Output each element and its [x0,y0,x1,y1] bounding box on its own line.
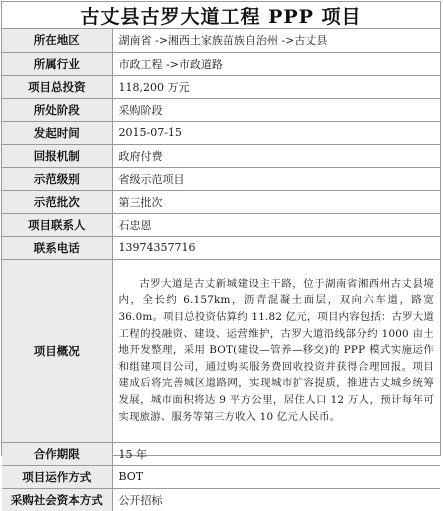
table-row [2,465,440,488]
table-row [2,52,440,75]
operation-mode-value: BOT [112,465,440,488]
region-value: 湖南省 ->湘西土家族苗族自治州 ->古丈县 [112,29,440,52]
launch-date-label: 发起时间 [2,121,112,144]
demo-batch-value: 第三批次 [112,190,440,213]
return-mechanism-label: 回报机制 [2,144,112,167]
project-info-table [2,29,440,511]
total-investment-value: 118,200 万元 [112,75,440,98]
contact-person-label: 项目联系人 [2,213,112,236]
stage-label: 所处阶段 [2,98,112,121]
region-label: 所在地区 [2,29,112,52]
overview-label: 项目概况 [2,259,112,442]
table-row [2,259,440,442]
table-row [2,442,440,465]
industry-label: 所属行业 [2,52,112,75]
table-row [2,29,440,52]
demo-level-value: 省级示范项目 [112,167,440,190]
table-row [2,213,440,236]
table-row [2,121,440,144]
cooperation-term-value: 15 年 [112,442,440,465]
table-row [2,75,440,98]
total-investment-label: 项目总投资 [2,75,112,98]
overview-value: 古罗大道是古丈新城建设主干路，位于湖南省湘西州古丈县境内，全长约 6.157km，沥青混凝土面层，双向六车道，路宽 36.0m。项目总投资估算约 11.82 亿元，项目内容包括：古罗大道工程的投融资、建设、运营维护，古罗大道沿线部分约 1000 亩土地开发整理，采用 BOT(建设—管养—移交)的 PPP 模式实施运作和组建项目公司，通过购买服务费回收投资并获得合理回报。项目建成后将完善城区道路网，实现城市扩容提质，推进古丈城乡统筹发展，城市面积将达 9 平方公里，居住人口 12 万人，预计每年可实现旅游、服务等第三方收入 10 亿元人民币。 [112,259,440,442]
demo-level-label: 示范级别 [2,167,112,190]
table-row [2,488,440,511]
return-mechanism-value: 政府付费 [112,144,440,167]
project-info-sheet [1,1,441,507]
launch-date-value: 2015-07-15 [112,121,440,144]
procurement-method-value: 公开招标 [112,488,440,511]
table-row [2,236,440,259]
industry-value: 市政工程 ->市政道路 [112,52,440,75]
document-title: 古丈县古罗大道工程 PPP 项目 [2,2,440,29]
demo-batch-label: 示范批次 [2,190,112,213]
table-row [2,167,440,190]
contact-person-value: 石忠恩 [112,213,440,236]
stage-value: 采购阶段 [112,98,440,121]
operation-mode-label: 项目运作方式 [2,465,112,488]
procurement-method-label: 采购社会资本方式 [2,488,112,511]
phone-label: 联系电话 [2,236,112,259]
table-row [2,190,440,213]
table-row [2,98,440,121]
phone-value: 13974357716 [112,236,440,259]
cooperation-term-label: 合作期限 [2,442,112,465]
table-row [2,144,440,167]
